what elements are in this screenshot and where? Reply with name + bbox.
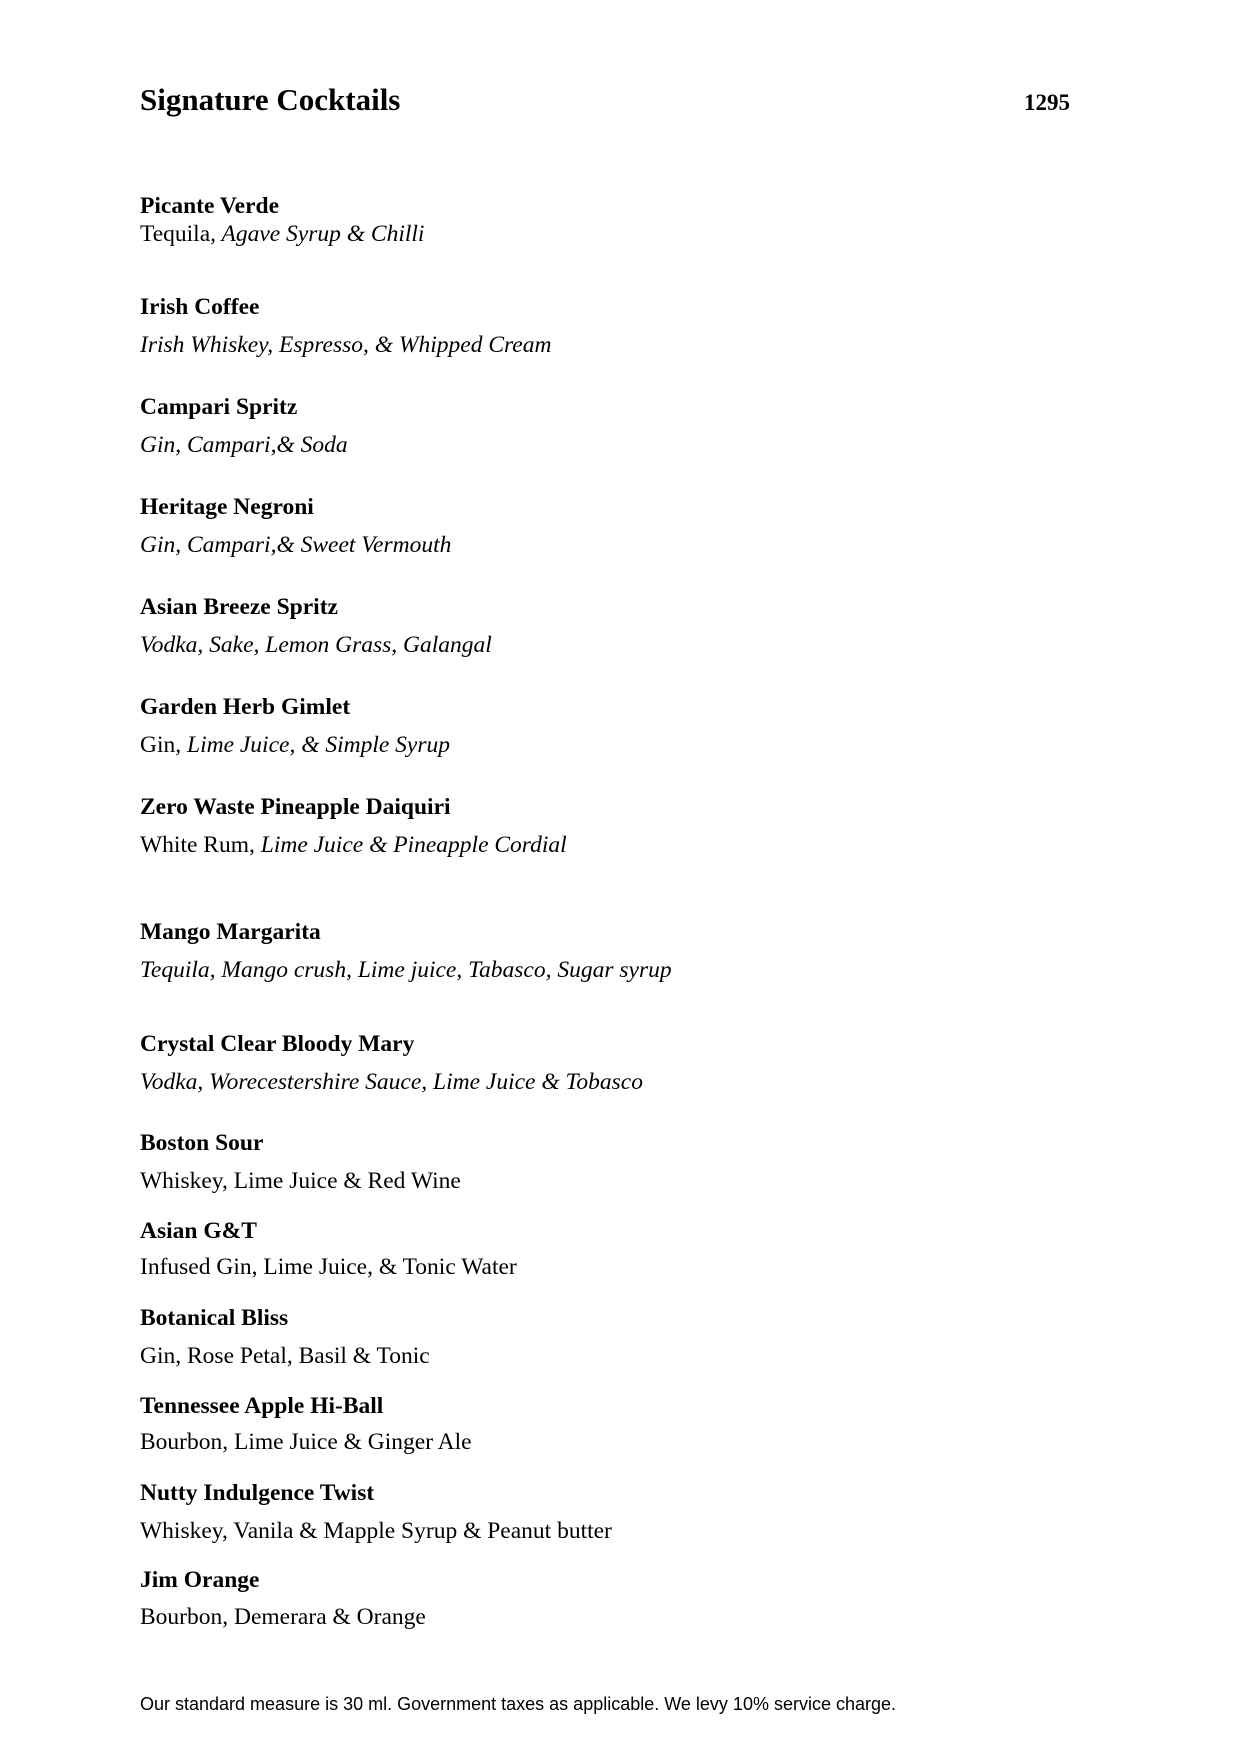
cocktail-name: Garden Herb Gimlet <box>140 694 351 720</box>
cocktail-item <box>140 1479 612 1545</box>
cocktail-description <box>140 831 567 859</box>
footer-note: Our standard measure is 30 ml. Government taxes as applicable. We levy 10% service charge. <box>140 1694 897 1714</box>
description-plain: Bourbon, Demerara & Orange <box>140 1604 426 1630</box>
cocktail-name: Irish Coffee <box>140 294 260 320</box>
cocktail-name: Nutty Indulgence Twist <box>140 1480 375 1506</box>
price: 1295 <box>1024 90 1070 115</box>
description-italic: , Agave Syrup & Chilli <box>210 221 425 247</box>
cocktail-name: Asian Breeze Spritz <box>140 594 338 620</box>
cocktail-item <box>140 1392 472 1456</box>
cocktail-name: Picante Verde <box>140 193 280 219</box>
cocktail-description <box>140 731 450 759</box>
cocktail-description <box>140 956 672 984</box>
cocktail-description <box>140 531 451 559</box>
description-plain: Whiskey, Lime Juice & Red Wine <box>140 1168 461 1194</box>
cocktail-name: Zero Waste Pineapple Daiquiri <box>140 794 451 820</box>
cocktail-item <box>140 1304 430 1370</box>
cocktail-description <box>140 431 348 459</box>
cocktail-item <box>140 493 451 559</box>
description-italic: Gin, Campari,& Sweet Vermouth <box>140 532 452 558</box>
description-italic: Tequila, Mango crush, Lime juice, Tabasco, Sugar syrup <box>140 957 672 983</box>
description-italic: Vodka, Worecestershire Sauce, Lime Juice & Tobasco <box>140 1069 643 1095</box>
cocktail-name: Campari Spritz <box>140 394 298 420</box>
description-plain: Bourbon, Lime Juice & Ginger Ale <box>140 1429 472 1455</box>
cocktail-name: Crystal Clear Bloody Mary <box>140 1031 415 1057</box>
cocktail-item <box>140 393 348 459</box>
cocktail-item <box>140 1217 517 1281</box>
cocktail-description <box>140 1253 517 1281</box>
cocktail-item <box>140 1566 426 1631</box>
description-plain: Whiskey, Vanila & Mapple Syrup & Peanut butter <box>140 1518 612 1544</box>
description-plain: White Rum, <box>140 832 261 858</box>
cocktail-name: Heritage Negroni <box>140 494 314 520</box>
cocktail-item <box>140 1030 643 1096</box>
description-plain: Gin, Rose Petal, Basil & Tonic <box>140 1343 430 1369</box>
description-plain: Tequila <box>140 221 211 247</box>
cocktail-description <box>140 220 424 248</box>
cocktail-description <box>140 1342 430 1370</box>
description-italic: Gin, Campari,& Soda <box>140 432 348 458</box>
cocktail-name: Mango Margarita <box>140 919 321 945</box>
cocktail-description <box>140 1603 426 1631</box>
cocktail-item <box>140 593 492 659</box>
cocktail-name: Jim Orange <box>140 1567 260 1593</box>
cocktail-item <box>140 293 551 359</box>
description-italic: , Lime Juice, & Simple Syrup <box>175 732 451 758</box>
cocktail-name: Botanical Bliss <box>140 1305 289 1331</box>
cocktail-item <box>140 918 672 984</box>
description-italic: Irish Whiskey, Espresso, & Whipped Cream <box>140 332 552 358</box>
description-italic: Lime Juice & Pineapple Cordial <box>260 832 567 858</box>
page-title: Signature Cocktails <box>140 82 401 117</box>
cocktail-name: Tennessee Apple Hi-Ball <box>140 1393 384 1419</box>
cocktail-description <box>140 1068 643 1096</box>
page-header <box>140 82 1076 118</box>
cocktail-item <box>140 192 424 248</box>
cocktail-description <box>140 631 492 659</box>
cocktail-description <box>140 1517 612 1545</box>
cocktail-description <box>140 331 551 359</box>
description-italic: Vodka, Sake, Lemon Grass, Galangal <box>140 632 492 658</box>
cocktail-name: Boston Sour <box>140 1130 264 1156</box>
cocktail-description <box>140 1428 472 1456</box>
cocktail-name: Asian G&T <box>140 1218 257 1244</box>
cocktail-item <box>140 693 450 759</box>
description-plain: Gin <box>140 732 176 758</box>
cocktail-item <box>140 1129 461 1195</box>
cocktail-item <box>140 793 567 859</box>
description-plain: Infused Gin, Lime Juice, & Tonic Water <box>140 1254 517 1280</box>
cocktail-description <box>140 1167 461 1195</box>
